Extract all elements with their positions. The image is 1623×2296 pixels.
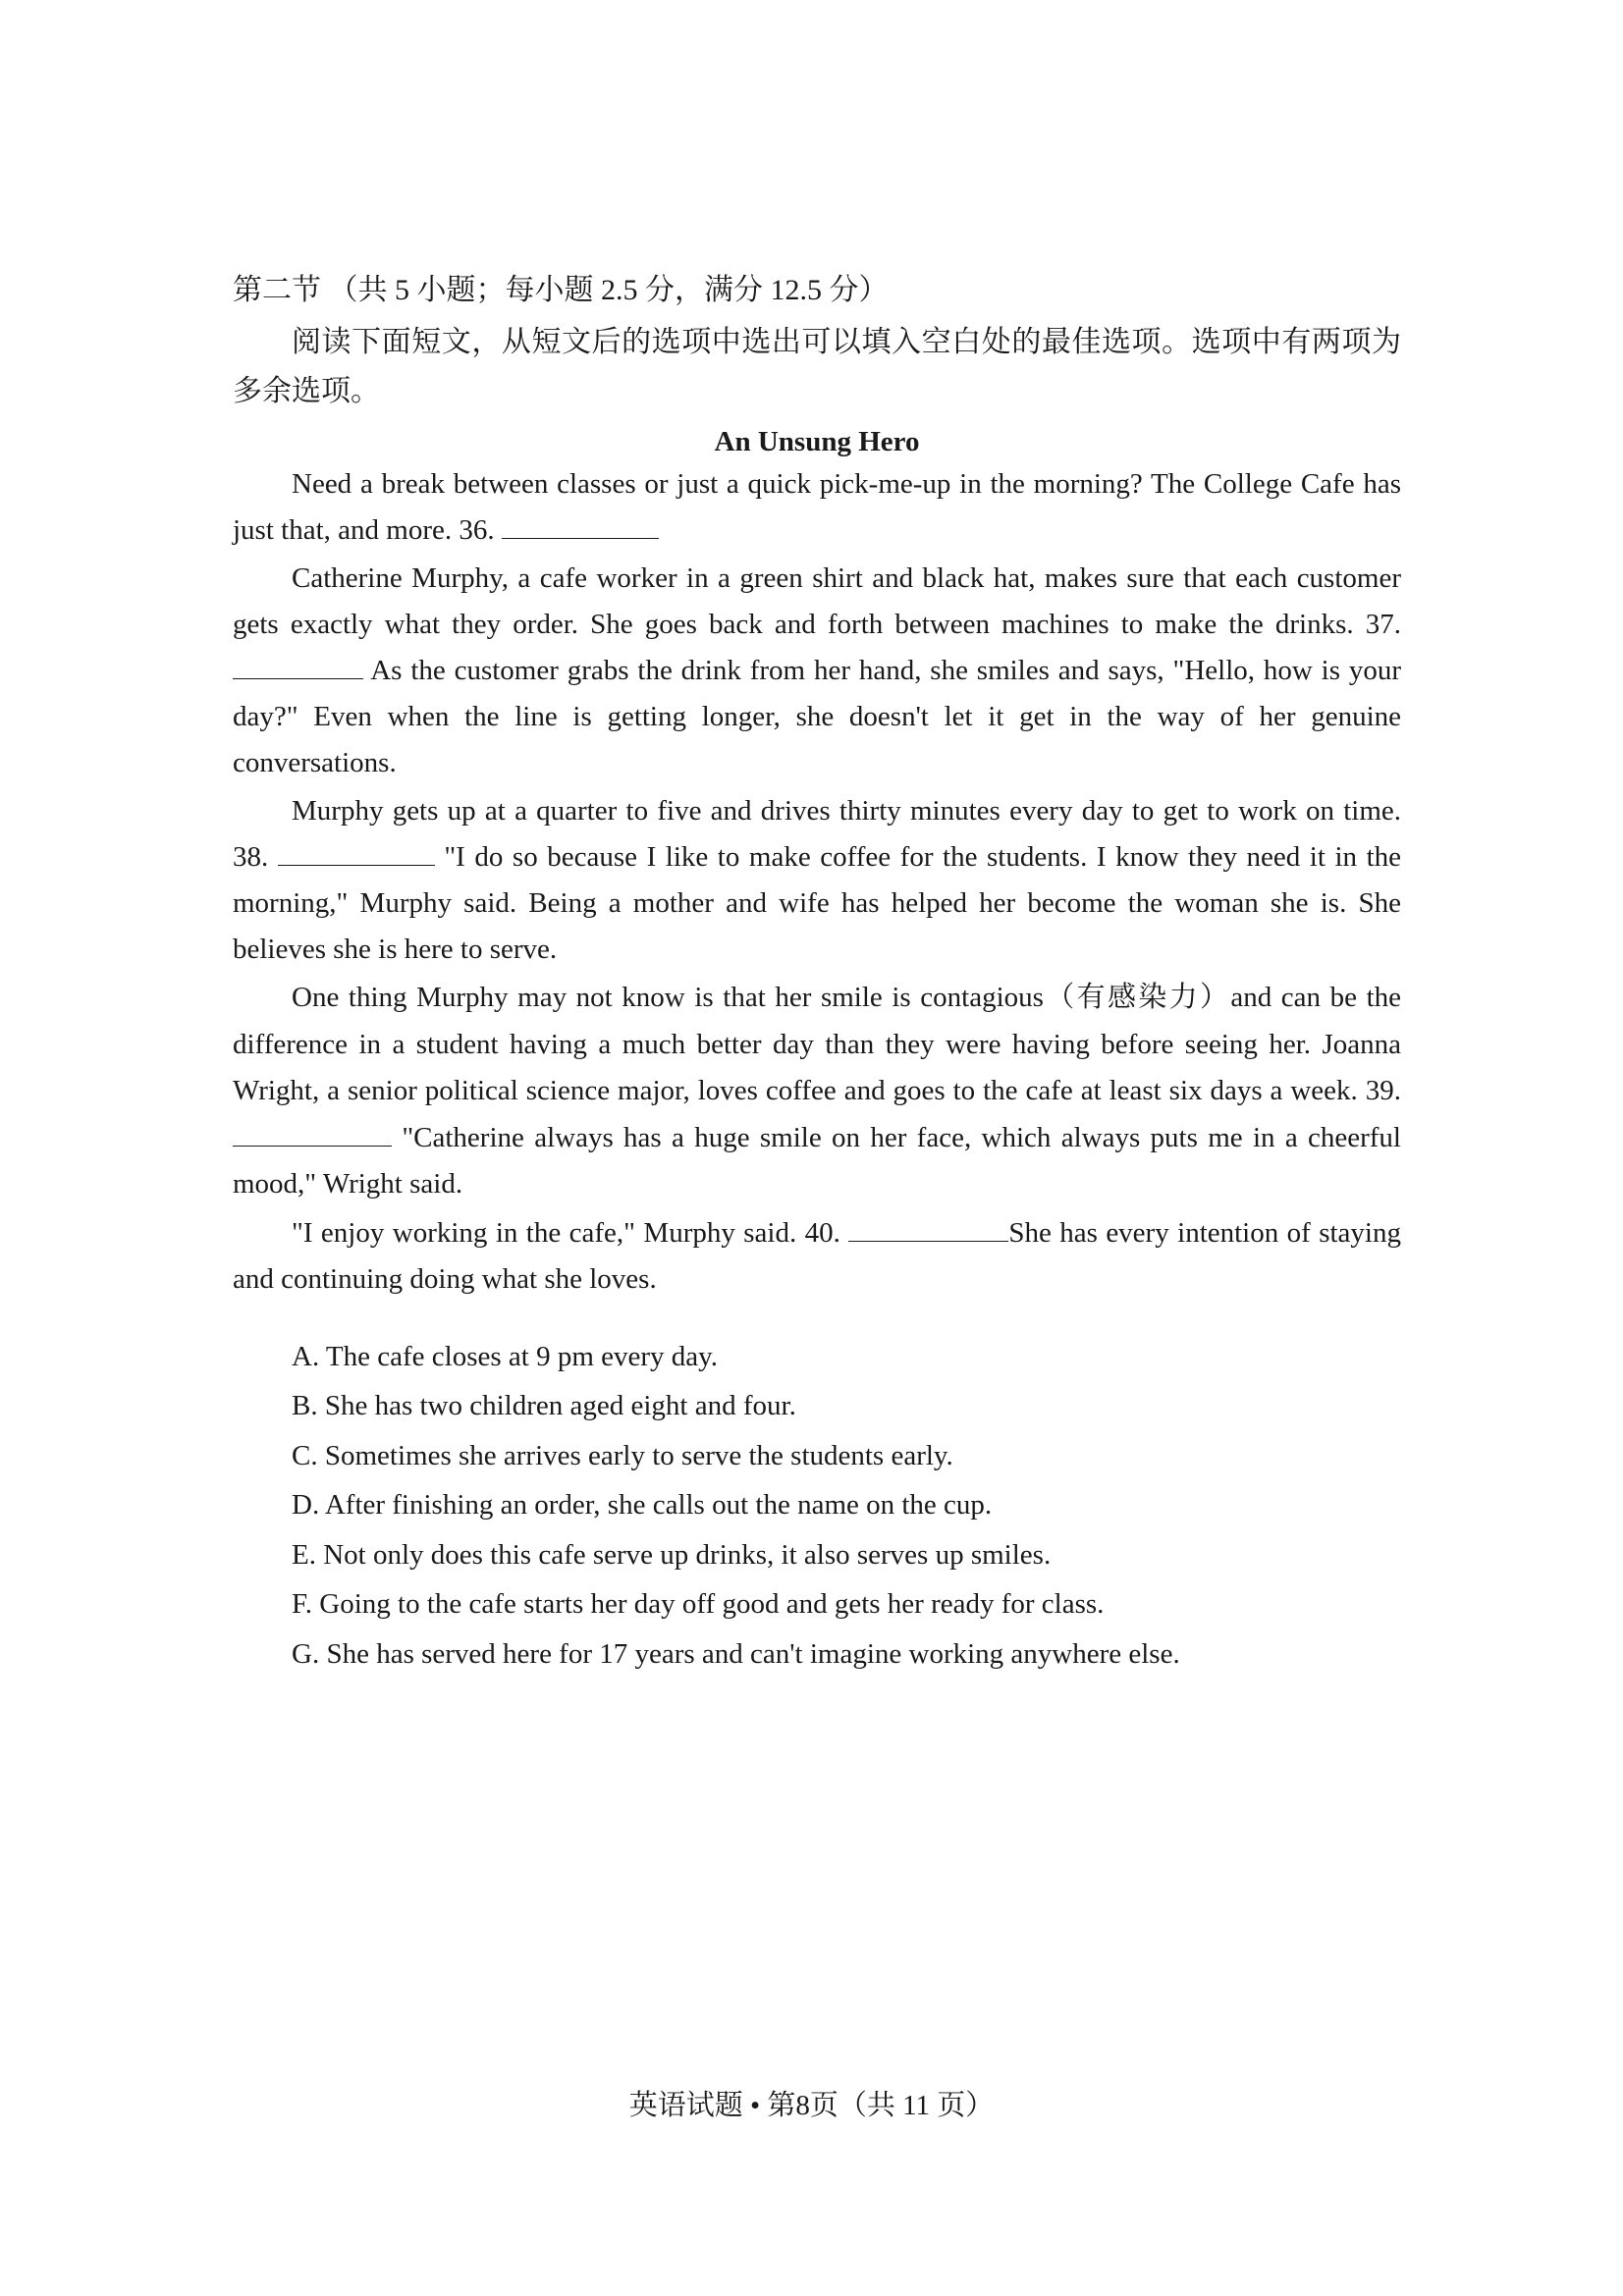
section-header: 第二节 （共 5 小题；每小题 2.5 分，满分 12.5 分） — [233, 274, 889, 306]
exam-page-content — [233, 267, 1401, 1679]
option-b: B. She has two children aged eight and four. — [292, 1390, 796, 1421]
passage-title: An Unsung Hero — [714, 426, 920, 457]
paragraph-text: Murphy gets up at a quarter to five and drives thirty minutes every day to get to work on time. 38. — [233, 795, 1401, 873]
paragraph-text: She has every intention of staying and continuing doing what she loves. — [233, 1216, 1401, 1295]
paragraph-text: "I do so because I like to make coffee for the students. I know they need it in the morning," Murphy said. Being a mother and wife has helped her become the woman she is. She believes she is here to serve. — [233, 841, 1401, 965]
blank-36[interactable] — [502, 512, 659, 539]
paragraph-text: Catherine Murphy, a cafe worker in a green shirt and black hat, makes sure that each customer gets exactly what they order. She goes back and forth between machines to make the drinks. 37. — [233, 562, 1401, 640]
option-d: D. After finishing an order, she calls out the name on the cup. — [292, 1489, 993, 1521]
passage-paragraph-1 — [233, 461, 1401, 554]
passage-paragraph-2 — [233, 556, 1401, 786]
option-g: G. She has served here for 17 years and can't imagine working anywhere else. — [292, 1637, 1180, 1670]
blank-37[interactable] — [233, 653, 363, 679]
section-instruction: 阅读下面短文，从短文后的选项中选出可以填入空白处的最佳选项。选项中有两项为多余选项。 — [233, 326, 1401, 407]
paragraph-text: "I enjoy working in the cafe," Murphy said. 40. — [292, 1216, 840, 1249]
page-footer: 英语试题 • 第8页（共 11 页） — [628, 2090, 995, 2121]
paragraph-text: One thing Murphy may not know is that her smile is contagious（有感染力）and can be the difference in a student having a much better day than they were having before seeing her. Joanna Wright, a senior political science major, loves coffee and goes to the cafe at least six days a week. 39. — [233, 982, 1401, 1106]
answer-options — [233, 1332, 1401, 1680]
option-f: F. Going to the cafe starts her day off good and gets her ready for class. — [292, 1588, 1105, 1620]
paragraph-text: Need a break between classes or just a quick pick-me-up in the morning? The College Cafe has just that, and more. 36. — [233, 468, 1401, 546]
blank-40[interactable] — [848, 1215, 1008, 1242]
passage-paragraph-4 — [233, 975, 1401, 1208]
option-a: A. The cafe closes at 9 pm every day. — [292, 1340, 719, 1372]
paragraph-text: "Catherine always has a huge smile on her face, which always puts me in a cheerful mood," Wright said. — [233, 1121, 1401, 1200]
blank-38[interactable] — [278, 839, 435, 866]
passage-paragraph-5 — [233, 1210, 1401, 1303]
paragraph-text: As the customer grabs the drink from her hand, she smiles and says, "Hello, how is your day?" Even when the line is getting longer, she doesn't let it get in the way of her genuine conversations. — [233, 655, 1401, 778]
blank-39[interactable] — [233, 1120, 392, 1147]
option-c: C. Sometimes she arrives early to serve the students early. — [292, 1439, 953, 1471]
option-e: E. Not only does this cafe serve up drinks, it also serves up smiles. — [292, 1538, 1052, 1571]
passage-paragraph-3 — [233, 788, 1401, 973]
